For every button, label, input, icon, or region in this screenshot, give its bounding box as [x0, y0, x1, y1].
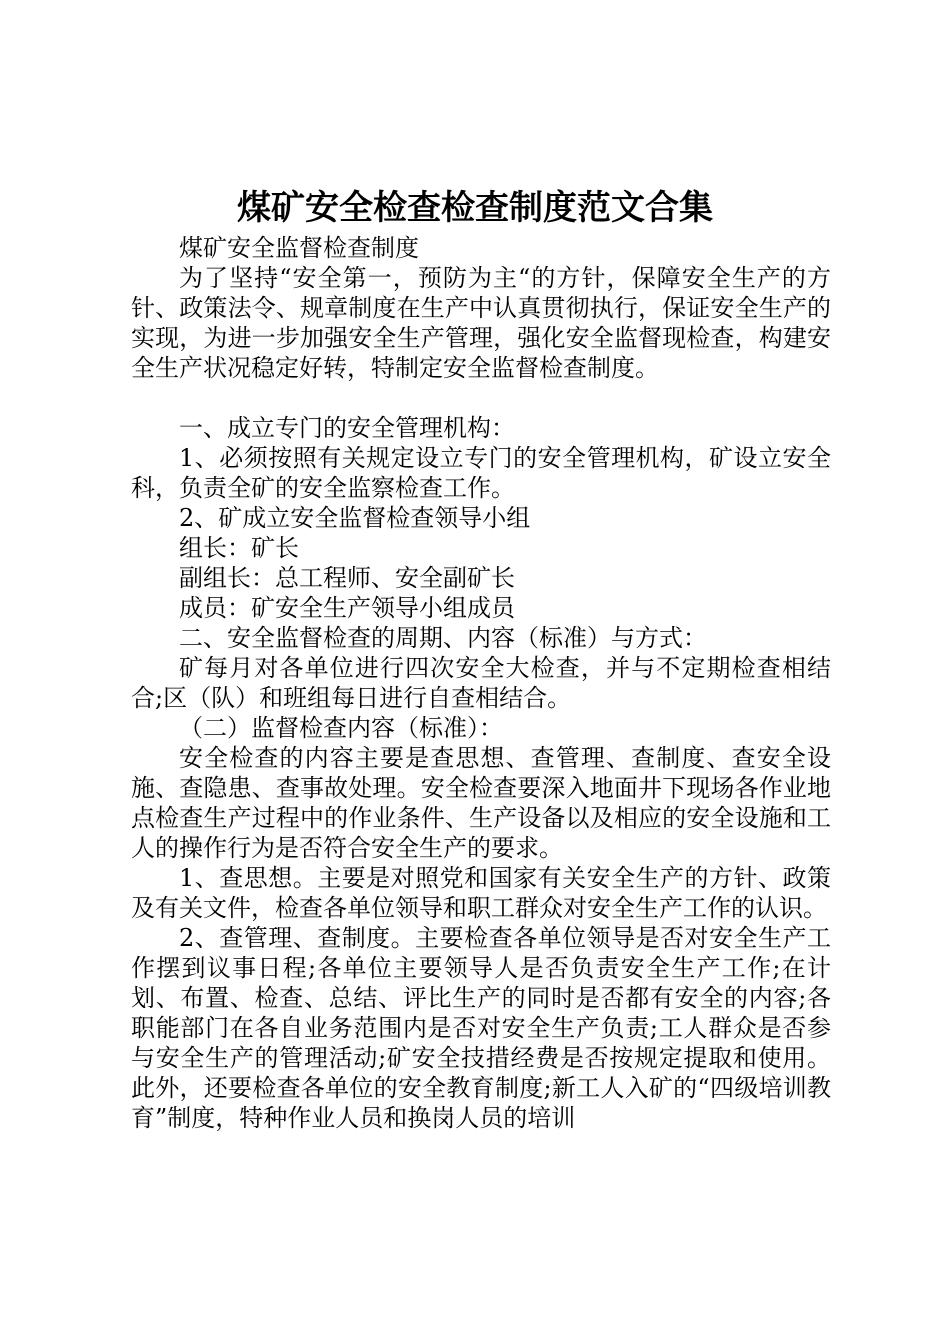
paragraph-item-2: 2、矿成立安全监督检查领导小组	[179, 504, 531, 532]
paragraph-leader: 组长：矿长	[179, 534, 299, 562]
paragraph-check-thought: 1、查思想。主要是对照党和国家有关安全生产的方针、政策及有关文件，检查各单位领导和职工群众对安全生产工作的认识。	[131, 864, 831, 922]
document-title: 煤矿安全检查检查制度范文合集	[237, 188, 713, 228]
paragraph-check-management: 2、查管理、查制度。主要检查各单位领导是否对安全生产工作摆到议事日程;各单位主要领导人是否负责安全生产工作;在计划、布置、检查、总结、评比生产的同时是否都有安全的内容;各职能部门在各自业务范围内是否对安全生产负责;工人群众是否参与安全生产的管理活动;矿安全技措经费是否按规定提取和使用。此外，还要检查各单位的安全教育制度;新工人入矿的“四级培训教育”制度，特种作业人员和换岗人员的培训	[131, 924, 831, 1132]
section-heading-1: 一、成立专门的安全管理机构：	[179, 414, 515, 442]
section-heading-2: 二、安全监督检查的周期、内容（标准）与方式：	[179, 624, 707, 652]
paragraph-subtitle: 煤矿安全监督检查制度	[179, 234, 419, 262]
paragraph-members: 成员：矿安全生产领导小组成员	[179, 594, 515, 622]
paragraph-intro: 为了坚持“安全第一，预防为主“的方针，保障安全生产的方针、政策法令、规章制度在生产中认真贯彻执行，保证安全生产的实现，为进一步加强安全生产管理，强化安全监督现检查，构建安全生产状况稳定好转，特制定安全监督检查制度。	[131, 264, 831, 382]
paragraph-deputy: 副组长：总工程师、安全副矿长	[179, 564, 515, 592]
paragraph-item-1: 1、必须按照有关规定设立专门的安全管理机构，矿设立安全科，负责全矿的安全监察检查工作。	[131, 444, 831, 502]
paragraph-schedule: 矿每月对各单位进行四次安全大检查，并与不定期检查相结合;区（队）和班组每日进行自查相结合。	[131, 654, 831, 712]
paragraph-content: 安全检查的内容主要是查思想、查管理、查制度、查安全设施、查隐患、查事故处理。安全检查要深入地面井下现场各作业地点检查生产过程中的作业条件、生产设备以及相应的安全设施和工人的操作行为是否符合安全生产的要求。	[131, 744, 831, 862]
paragraph-spacer	[131, 383, 831, 413]
subsection-heading: （二）监督检查内容（标准）：	[179, 714, 503, 742]
document-body	[131, 233, 831, 1133]
